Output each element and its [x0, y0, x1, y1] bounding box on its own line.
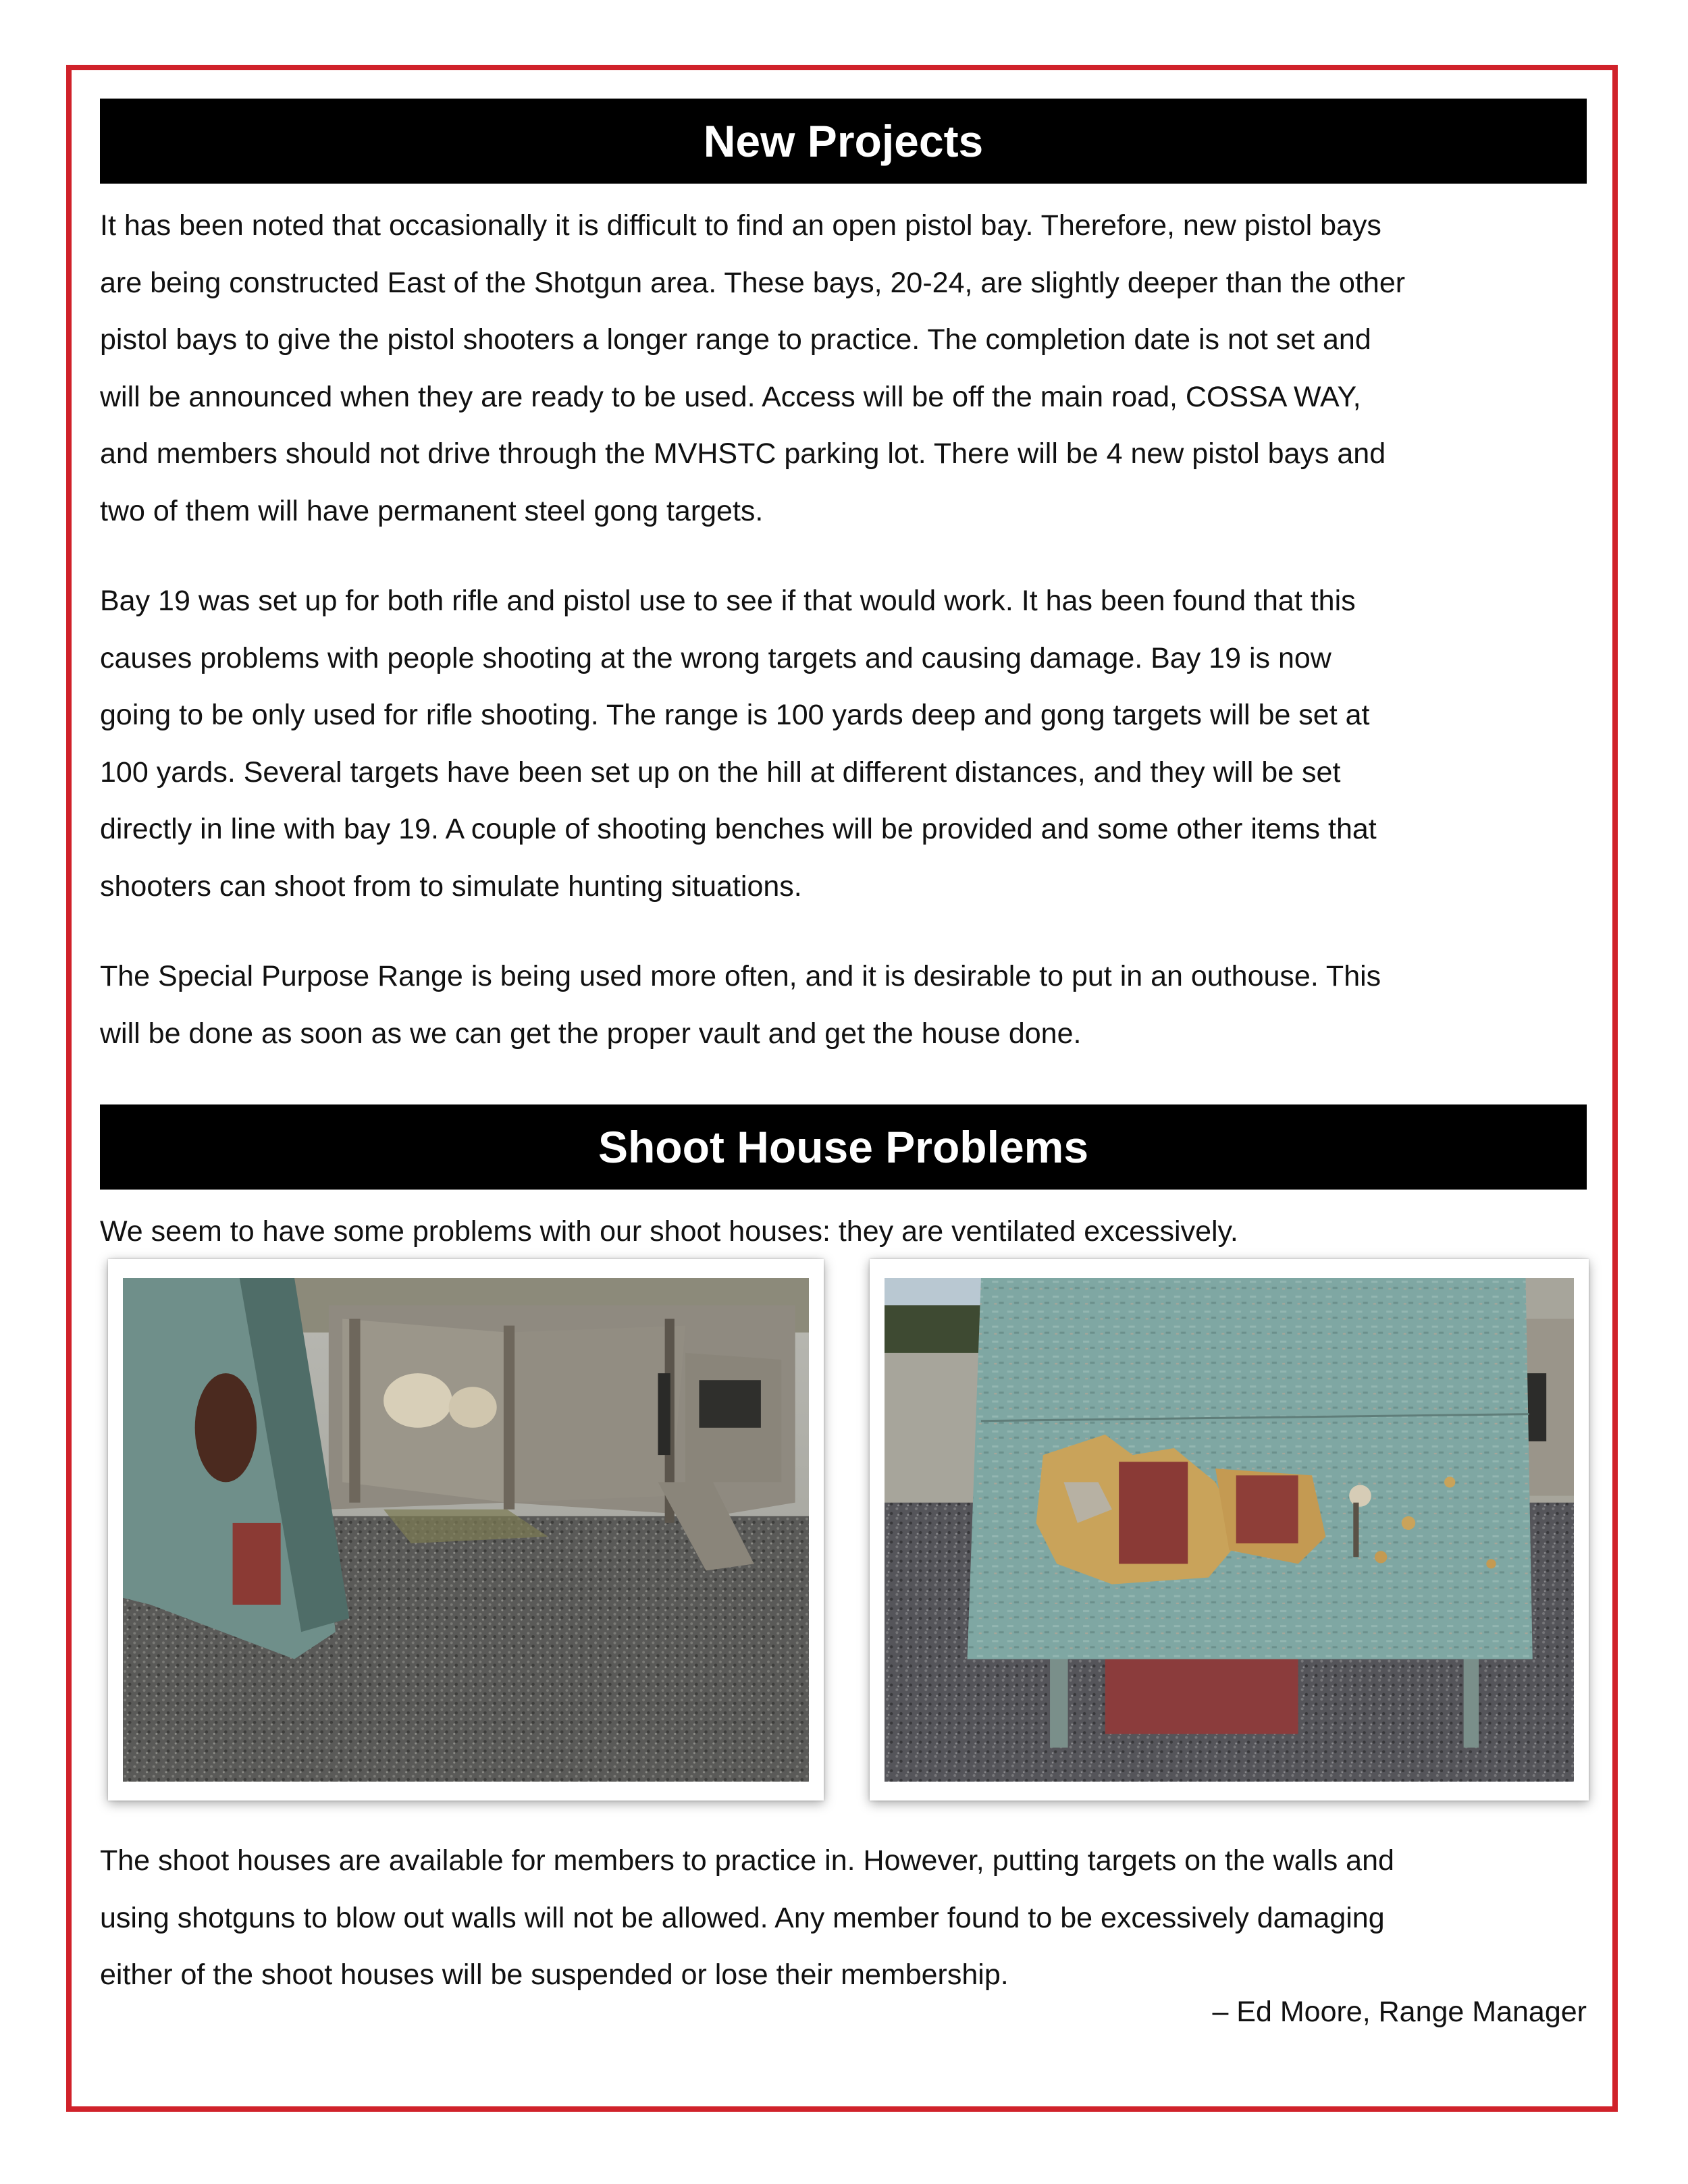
paragraph-shoot-house-intro: We seem to have some problems with our shoot houses: they are ventilated excessively. [100, 1215, 1238, 1248]
section-title-shoot-house-problems: Shoot House Problems [100, 1104, 1587, 1190]
shoot-house-photo-2 [870, 1259, 1589, 1801]
signature: – Ed Moore, Range Manager [1212, 1996, 1587, 2028]
shoot-house-interior-image [123, 1278, 809, 1782]
damaged-wall-image [885, 1278, 1574, 1782]
shoot-house-photo-1 [108, 1259, 824, 1801]
paragraph-bay-19: Bay 19 was set up for both rifle and pistol use to see if that would work. It has been found that this causes problems with people shooting at the wrong targets and causing damage. Bay 19 is now going to be only used for rifle shooting. The range is 100 yards deep and gong targets will be set at 100 yards. Several targets have been set up on the hill at different distances, and they will be set directly in line with bay 19. A couple of shooting benches will be provided and some other items that shooters can shoot from to simulate hunting situations. [100, 585, 1377, 903]
paragraph-special-purpose-range: The Special Purpose Range is being used more often, and it is desirable to put in an outhouse. This will be done as soon as we can get the proper vault and get the house done. [100, 960, 1381, 1050]
paragraph-shoot-house-rules: The shoot houses are available for members to practice in. However, putting targets on the walls and using shotguns to blow out walls will not be allowed. Any member found to be excessively damaging either of the shoot houses will be suspended or lose their membership. [100, 1844, 1394, 1991]
section-title-new-projects: New Projects [100, 99, 1587, 184]
paragraph-new-pistol-bays: It has been noted that occasionally it is difficult to find an open pistol bay. Therefore, new pistol bays are being constructed East of the Shotgun area. These bays, 20-24, are slightly deeper than the other pistol bays to give the pistol shooters a longer range to practice. The completion date is not set and will be announced when they are ready to be used. Access will be off the main road, COSSA WAY, and members should not drive through the MVHSTC parking lot. There will be 4 new pistol bays and two of them will have permanent steel gong targets. [100, 209, 1406, 527]
